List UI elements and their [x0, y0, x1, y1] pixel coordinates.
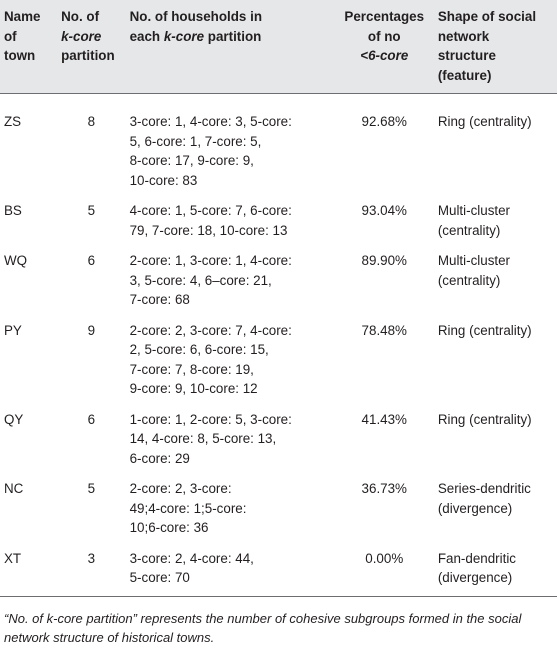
households-line: 1-core: 1, 2-core: 5, 3-core:	[129, 411, 292, 427]
households-line: 5, 6-core: 1, 7-core: 5,	[129, 133, 262, 149]
header-kcore-count-line1: No. of	[61, 9, 100, 24]
table-row	[0, 94, 557, 195]
header-shape-line1: Shape of social	[437, 9, 537, 24]
town-name: QY	[4, 411, 24, 427]
households-line: 7-core: 68	[129, 292, 190, 307]
households-line: 2, 5-core: 6, 6-core: 15,	[129, 342, 269, 357]
percentage-value: 36.73%	[361, 481, 407, 496]
households-line: 10-core: 83	[129, 172, 198, 188]
header-town-name-line1: Name	[4, 9, 41, 24]
header-households-each: each	[129, 28, 164, 44]
percentage-value: 89.90%	[361, 253, 407, 268]
households-line: 3-core: 2, 4-core: 44,	[129, 550, 254, 566]
cell-households	[126, 244, 335, 314]
cell-shape	[434, 403, 557, 473]
cell-shape	[434, 94, 557, 195]
cell-percentage	[335, 542, 434, 597]
shape-line: Fan-dendritic	[437, 550, 516, 566]
households-line: 3-core: 1, 4-core: 3, 5-core:	[129, 114, 292, 129]
table-row	[0, 244, 557, 314]
shape-line: (centrality)	[437, 272, 501, 288]
table-row	[0, 194, 557, 244]
households-line: 14, 4-core: 8, 5-core: 13,	[129, 431, 277, 446]
cell-town	[0, 542, 57, 597]
header-households	[126, 0, 335, 94]
shape-line: (divergence)	[437, 500, 513, 516]
percentage-value: 0.00%	[365, 550, 404, 566]
cell-households	[126, 314, 335, 403]
table-header	[0, 0, 557, 94]
footnote-line1: “No. of k-core partition” represents the number of cohesive subgroups formed in the social	[4, 611, 522, 626]
header-percentage-line1: Percentages	[344, 9, 425, 24]
households-line: 5-core: 70	[129, 570, 190, 585]
cell-town	[0, 472, 57, 542]
header-shape-line4: (feature)	[437, 67, 492, 83]
header-shape-line2: network	[437, 28, 490, 44]
header-households-line1: No. of households in	[129, 9, 263, 24]
cell-town	[0, 94, 57, 195]
cell-households	[126, 472, 335, 542]
cell-percentage	[335, 314, 434, 403]
cell-kcore-count	[57, 472, 126, 542]
shape-line: (divergence)	[437, 570, 513, 585]
kcore-count: 5	[87, 203, 96, 218]
households-line: 9-core: 9, 10-core: 12	[129, 381, 258, 396]
shape-line: Ring (centrality)	[437, 114, 532, 129]
percentage-value: 92.68%	[361, 114, 407, 129]
shape-line: Ring (centrality)	[437, 411, 532, 427]
header-percentage-line3: <6-core	[360, 48, 409, 63]
cell-households	[126, 403, 335, 473]
shape-line: Multi-cluster	[437, 203, 511, 218]
cell-shape	[434, 194, 557, 244]
header-percentage	[335, 0, 434, 94]
cell-percentage	[335, 403, 434, 473]
households-line: 4-core: 1, 5-core: 7, 6-core:	[129, 203, 292, 218]
cell-town	[0, 403, 57, 473]
cell-kcore-count	[57, 244, 126, 314]
cell-kcore-count	[57, 314, 126, 403]
households-line: 6-core: 29	[129, 450, 190, 466]
cell-shape	[434, 542, 557, 597]
kcore-count: 6	[87, 253, 96, 268]
households-line: 3, 5-core: 4, 6–core: 21,	[129, 272, 272, 288]
town-name: BS	[4, 203, 22, 218]
kcore-count: 3	[87, 550, 96, 566]
header-kcore-count-line3: partition	[61, 48, 115, 63]
households-line: 2-core: 1, 3-core: 1, 4-core:	[129, 253, 292, 268]
cell-kcore-count	[57, 194, 126, 244]
header-percentage-line2: of no	[367, 28, 401, 44]
header-town-name-line3: town	[4, 48, 36, 63]
cell-percentage	[335, 94, 434, 195]
households-line: 2-core: 2, 3-core:	[129, 481, 232, 496]
cell-kcore-count	[57, 94, 126, 195]
cell-percentage	[335, 194, 434, 244]
kcore-count: 8	[87, 114, 96, 129]
cell-town	[0, 244, 57, 314]
households-line: 10;6-core: 36	[129, 520, 209, 535]
percentage-value: 78.48%	[361, 322, 407, 338]
percentage-value: 41.43%	[361, 411, 407, 427]
header-kcore-count	[57, 0, 126, 94]
cell-shape	[434, 244, 557, 314]
cell-households	[126, 194, 335, 244]
percentage-value: 93.04%	[361, 203, 407, 218]
header-kcore-count-line2: k-core	[61, 28, 102, 44]
kcore-count: 6	[87, 411, 96, 427]
town-name: XT	[4, 550, 22, 566]
table-row	[0, 542, 557, 597]
cell-households	[126, 542, 335, 597]
footnote-line2: network structure of historical towns.	[4, 630, 215, 645]
town-name: PY	[4, 322, 22, 338]
header-town-name	[0, 0, 57, 94]
cell-shape	[434, 472, 557, 542]
shape-line: Ring (centrality)	[437, 322, 532, 338]
header-households-partition: partition	[204, 28, 262, 44]
table-row	[0, 314, 557, 403]
table-row	[0, 403, 557, 473]
cell-town	[0, 314, 57, 403]
shape-line: Series-dendritic	[437, 481, 531, 496]
kcore-count: 9	[87, 322, 96, 338]
shape-line: Multi-cluster	[437, 253, 511, 268]
shape-line: (centrality)	[437, 222, 501, 238]
cell-kcore-count	[57, 403, 126, 473]
households-line: 8-core: 17, 9-core: 9,	[129, 153, 254, 168]
table-footnote	[4, 609, 552, 647]
cell-kcore-count	[57, 542, 126, 597]
cell-shape	[434, 314, 557, 403]
cell-percentage	[335, 472, 434, 542]
cell-households	[126, 94, 335, 195]
town-name: ZS	[4, 114, 22, 129]
cell-town	[0, 194, 57, 244]
households-line: 79, 7-core: 18, 10-core: 13	[129, 222, 288, 238]
header-town-name-line2: of	[4, 28, 17, 44]
cell-percentage	[335, 244, 434, 314]
header-row	[0, 0, 557, 94]
header-shape-line3: structure	[437, 48, 496, 63]
households-line: 49;4-core: 1;5-core:	[129, 500, 247, 516]
header-households-kcore: k-core	[163, 28, 205, 44]
households-line: 7-core: 7, 8-core: 19,	[129, 361, 254, 377]
table-row	[0, 472, 557, 542]
header-shape	[434, 0, 557, 94]
households-line: 2-core: 2, 3-core: 7, 4-core:	[129, 322, 292, 338]
town-name: WQ	[4, 253, 28, 268]
kcore-count: 5	[87, 481, 96, 496]
table-body	[0, 94, 557, 597]
town-name: NC	[4, 481, 24, 496]
